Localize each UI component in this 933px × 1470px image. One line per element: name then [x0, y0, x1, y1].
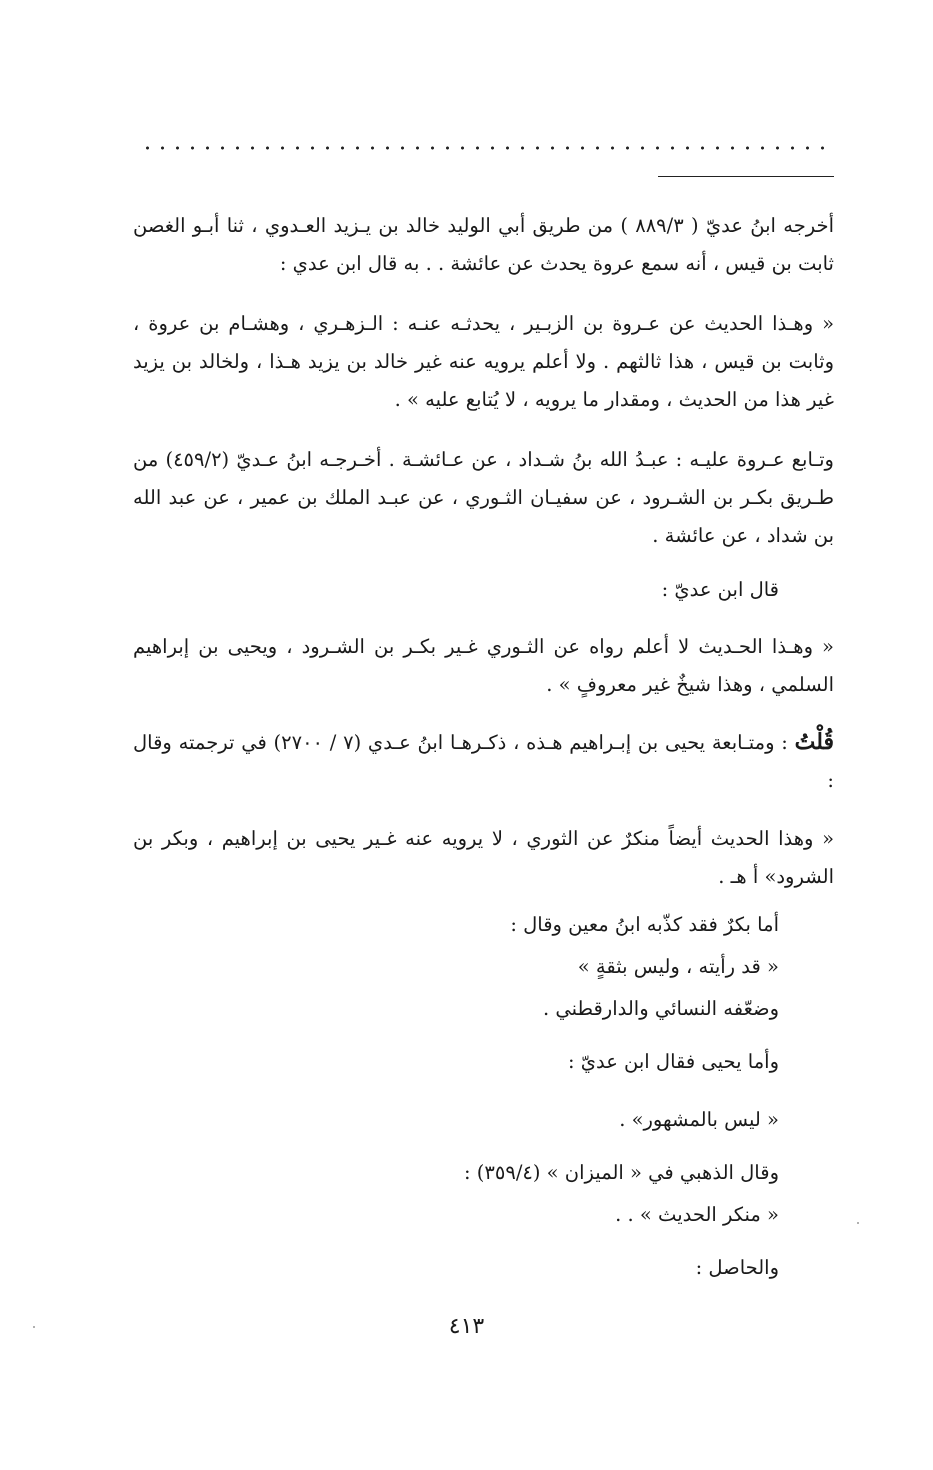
paragraph-mutaba-ah: وتـابع عـروة عليـه : عبـدُ الله بنُ شـداد ، عن عـائشـة . أخـرجـه ابنُ عـديّ (٤٥٩/٢) من طـريق بكـر بن الشـرود ، عن سفيـان الثـوري ، عن عبـد الملك بن عمير ، عن عبد الله بن شداد ، عن عائشة . — [133, 448, 834, 547]
scan-speck — [33, 1326, 35, 1328]
paragraph-qult — [133, 723, 834, 800]
line-laysa-bilmashhur: « ليس بالمشهور» . — [619, 1108, 779, 1131]
line-munkar-al-hadith: « منكر الحديث » . . — [615, 1203, 779, 1226]
paragraph-quote-ibn-adi-2: « وهـذا الحـديث لا أعلم رواه عن الثـوري غـير بكـر بن الشـرود ، ويحيى بن إبراهيم السلمي ، وهذا شيخٌ غير معروفٍ » . — [133, 635, 834, 696]
dotted-separator — [140, 142, 835, 154]
page-number: ٤١٣ — [448, 1314, 485, 1339]
line-bakr-kadhdhabahu: أما بكرٌ فقد كذّبه ابنُ معين وقال : — [510, 913, 779, 936]
paragraph-quote-ibn-adi-3: « وهذا الحديث أيضاً منكرٌ عن الثوري ، لا يرويه عنه غـير يحيى بن إبراهيم ، وبكر بن الشرود» أ هـ . — [133, 827, 834, 888]
footnote-rule — [658, 176, 834, 177]
line-wa-amma-yahya: وأما يحيى فقال ابن عديّ : — [567, 1050, 779, 1073]
paragraph-takhrij: أخرجه ابنُ عديّ ( ٨٨٩/٣ ) من طريق أبي الوليد خالد بن يـزيد العـدوي ، ثنا أبـو الغصن ثابت بن قيس ، أنه سمع عروة يحدث عن عائشة . . به قال ابن عدي : — [133, 214, 835, 275]
paragraph-quote-ibn-adi-1: « وهـذا الحديث عن عـروة بن الزبـير ، يحدثـه عنـه : الـزهـري ، وهشـام بن عروة ، وثابت بن قيس ، هذا ثالثهم . ولا أعلم يرويه عنه غير خالد بن يزيد هـذا ، ولخالد بن يزيد غير هذا من الحديث ، ومقدار ما يرويه ، لا يُتابع عليه » . — [133, 312, 834, 411]
line-qala-ibn-adi: قال ابن عديّ : — [661, 578, 779, 601]
qult-label: قُلْتُ — [794, 729, 835, 755]
scan-speck — [857, 1222, 859, 1224]
line-laysa-bithiqa: « قد رأيته ، وليس بثقةٍ » — [577, 955, 779, 978]
qult-text: : ومتـابعة يحيى بن إبـراهيم هـذه ، ذكـرهـا ابنُ عـدي (٧ / ٢٧٠٠) في ترجمته وقال : — [133, 731, 834, 792]
line-wal-hasil: والحاصل : — [695, 1256, 779, 1279]
line-dhahabi-mizan: وقال الذهبي في « الميزان » (٣٥٩/٤) : — [464, 1161, 779, 1184]
line-daafahu: وضعّفه النسائي والدارقطني . — [542, 997, 779, 1020]
